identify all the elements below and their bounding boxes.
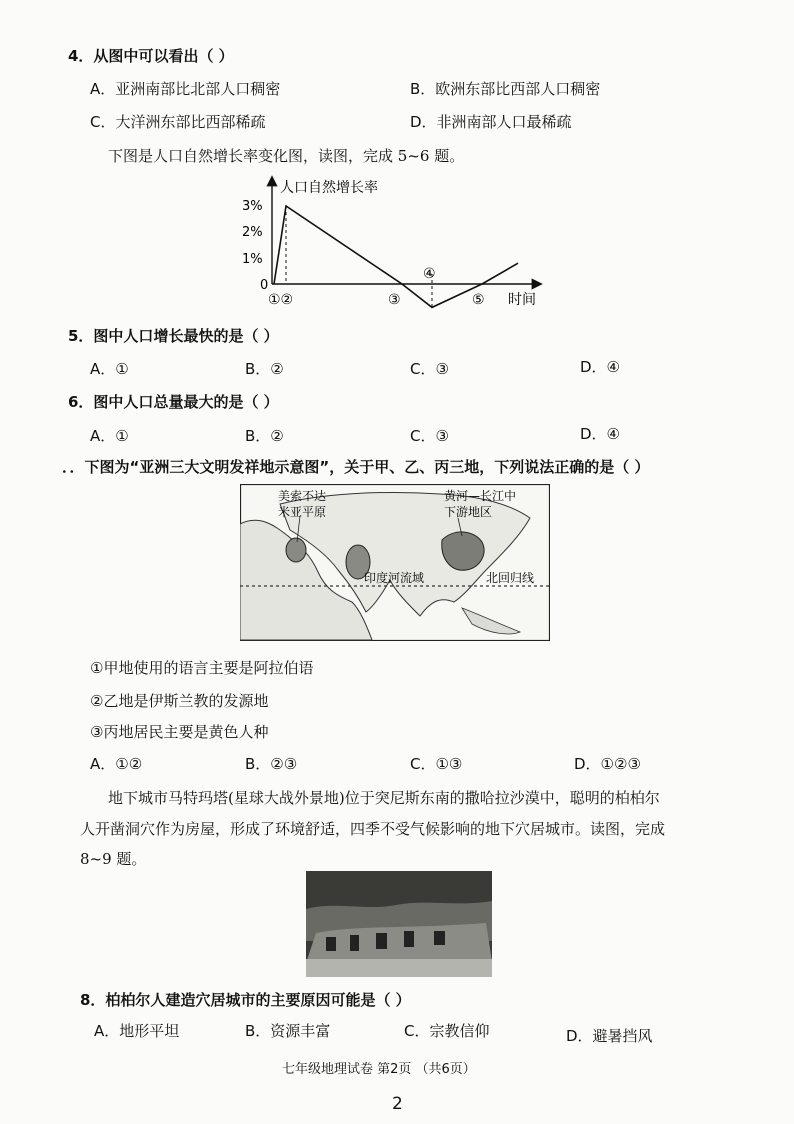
q5-stem: 5．图中人口增长最快的是（ ） xyxy=(68,327,279,345)
q4-option-a: A．亚洲南部比北部人口稠密 xyxy=(90,80,281,98)
y-tick-1: 1% xyxy=(242,252,263,267)
q7-option-d: D．①②③ xyxy=(574,755,641,773)
y-tick-0: 0 xyxy=(260,278,269,293)
label-tropic: 北回归线 xyxy=(486,571,535,585)
point-label-3: ③ xyxy=(388,292,401,308)
intro-8-9-line1: 地下城市马特玛塔(星球大战外景地)位于突尼斯东南的撒哈拉沙漠中，聪明的柏柏尔 xyxy=(108,789,660,807)
q4-option-d: D．非洲南部人口最稀疏 xyxy=(410,113,572,131)
q7-statement-2: ②乙地是伊斯兰教的发源地 xyxy=(90,692,269,710)
q8-option-d: D．避暑挡风 xyxy=(566,1027,653,1045)
intro-8-9-line2: 人开凿洞穴作为房屋，形成了环境舒适，四季不受气候影响的地下穴居城市。读图，完成 xyxy=(80,820,666,838)
photo-ground xyxy=(306,959,492,977)
point-label-5: ⑤ xyxy=(472,292,485,308)
q8-option-b: B．资源丰富 xyxy=(245,1022,331,1040)
point-label-1-2: ①② xyxy=(268,292,294,308)
photo-cave-door-1 xyxy=(326,937,336,951)
q5-option-d: D．④ xyxy=(580,358,620,376)
q6-option-b: B．② xyxy=(245,427,284,445)
q4-option-c: C．大洋洲东部比西部稀疏 xyxy=(90,113,266,131)
q8-stem: 8．柏柏尔人建造穴居城市的主要原因可能是（ ） xyxy=(80,991,411,1009)
q7-option-b: B．②③ xyxy=(245,755,298,773)
point-label-4: ④ xyxy=(423,266,436,282)
photo-cave-door-3 xyxy=(376,933,387,949)
photo-cave-door-5 xyxy=(434,931,445,945)
q5-option-b: B．② xyxy=(245,360,284,378)
label-huang-line2: 下游地区 xyxy=(444,505,493,519)
q4-option-b: B．欧洲东部比西部人口稠密 xyxy=(410,80,601,98)
q7-statement-1: ①甲地使用的语言主要是阿拉伯语 xyxy=(90,659,314,677)
label-meso-line2: 米亚平原 xyxy=(278,505,327,519)
q6-option-d: D．④ xyxy=(580,425,620,443)
intro-8-9-line3: 8~9 题。 xyxy=(80,850,147,868)
area-jia-hatch xyxy=(286,538,306,562)
population-growth-chart xyxy=(240,172,550,310)
q8-option-c: C．宗教信仰 xyxy=(404,1022,490,1040)
q6-stem: 6．图中人口总量最大的是（ ） xyxy=(68,393,279,411)
q8-option-a: A．地形平坦 xyxy=(94,1022,180,1040)
y-tick-2: 2% xyxy=(242,225,263,240)
asia-civilizations-map xyxy=(240,484,550,641)
q6-option-a: A．① xyxy=(90,427,129,445)
y-axis-label: 人口自然增长率 xyxy=(280,180,378,196)
q5-option-a: A．① xyxy=(90,360,129,378)
label-huang-line1: 黄河—长江中 xyxy=(444,489,517,503)
photo-cave-door-4 xyxy=(404,931,414,947)
q4-stem: 4．从图中可以看出（ ） xyxy=(68,47,234,65)
q7-statement-3: ③丙地居民主要是黄色人种 xyxy=(90,723,269,741)
q6-option-c: C．③ xyxy=(410,427,449,445)
intro-5-6: 下图是人口自然增长率变化图，读图，完成 5~6 题。 xyxy=(108,147,465,165)
photo-cave-door-2 xyxy=(350,935,359,951)
y-tick-3: 3% xyxy=(242,199,263,214)
cave-city-photo xyxy=(306,871,492,977)
page-footer: 七年级地理试卷 第2页 （共6页） xyxy=(282,1062,476,1077)
label-meso-line1: 美索不达 xyxy=(278,489,327,503)
x-axis-label: 时间 xyxy=(508,292,536,308)
q7-option-c: C．①③ xyxy=(410,755,463,773)
label-indus: 印度河流域 xyxy=(364,571,425,585)
page-number: 2 xyxy=(392,1094,403,1114)
q5-option-c: C．③ xyxy=(410,360,449,378)
q7-stem: ．．下图为“亚洲三大文明发祥地示意图”，关于甲、乙、丙三地，下列说法正确的是（ ） xyxy=(62,458,650,476)
q7-option-a: A．①② xyxy=(90,755,143,773)
